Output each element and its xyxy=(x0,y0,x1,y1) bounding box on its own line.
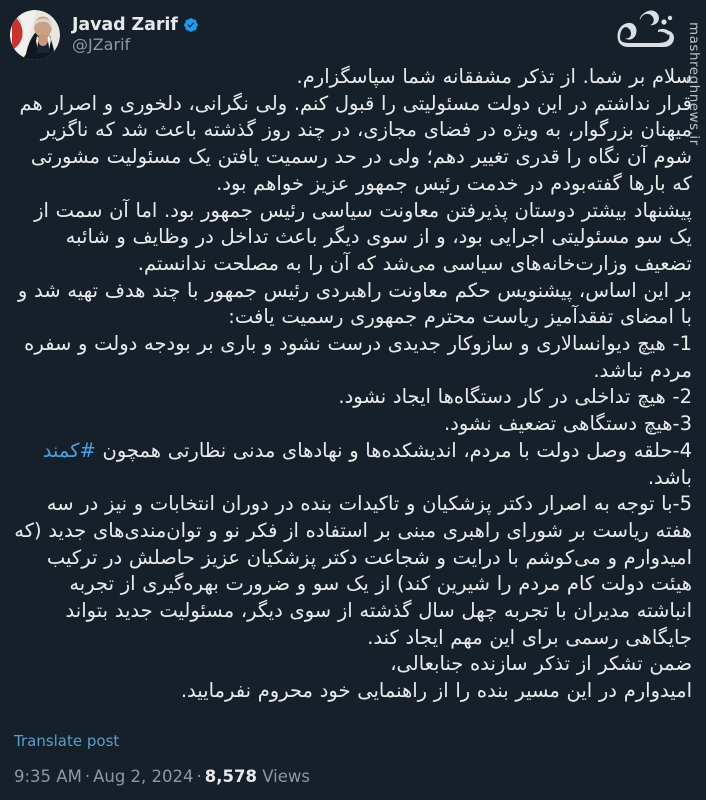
name-block xyxy=(72,15,199,55)
tweet-line: امیدوارم در این مسیر بنده را از راهنمایی خود محروم نفرمایید. xyxy=(180,679,692,703)
tweet-line: 5-با توجه به اصرار دکتر پزشکیان و تاکیدات بنده در دوران انتخابات و نیز در سه هفته ریاست بر شورای راهبری مبنی بر استفاده از فکر نو و توان‌مندی‌های جدید (که امیدوارم و می‌کوشم با درایت و شجاعت دکتر پزشکیان عزیز حاصلش در ترکیب هیئت دولت کام مردم را شیرین کند) از یک سو و ضرورت بهره‌گیری از تجربه انباشته مدیران با تجربه چهل سال گذشته از سوی دیگر، مسئولیت جدید بتواند جایگاهی رسمی برای این مهم ایجاد کند. xyxy=(14,492,692,649)
hashtag-link[interactable]: #کمند xyxy=(42,438,96,462)
avatar[interactable] xyxy=(10,10,60,60)
handle[interactable]: @JZarif xyxy=(72,35,131,55)
tweet-line: قرار نداشتم در این دولت مسئولیتی را قبول کنم. ولی نگرانی، دلخوری و اصرار هم میهنان بزرگوار، به ویژه در فضای مجازی، در چند روز گذشته باعث شد که ناگزیر شوم آن نگاه را قدری تغییر دهم؛ ولی در حد رسمیت یافتن یک مسئولیت مشورتی که بارها گفته‌بودم در خدمت رئیس جمهور عزیز خواهم بود. xyxy=(19,91,692,195)
display-name[interactable]: Javad Zarif xyxy=(72,15,178,36)
tweet-header xyxy=(0,0,706,60)
post-date: Aug 2, 2024 xyxy=(93,767,194,786)
meta-separator: · xyxy=(84,767,91,786)
tweet-footer xyxy=(0,731,706,800)
avatar-image xyxy=(10,10,60,60)
name-row xyxy=(72,15,199,35)
translate-post-link[interactable]: Translate post xyxy=(14,732,120,750)
mashregh-logo-icon xyxy=(614,8,680,58)
tweet-line: 2- هیچ تداخلی در کار دستگاه‌ها ایجاد نشود. xyxy=(338,385,692,409)
tweet-line: سلام بر شما. از تذکر مشفقانه شما سپاسگزارم. xyxy=(296,65,692,88)
tweet-line-hashtag: 4-حلقه وصل دولت با مردم، اندیشکده‌ها و نهادهای مدنی نظارتی همچون #کمند باشد. xyxy=(42,438,692,489)
tweet-line: پیشنهاد بیشتر دوستان پذیرفتن معاونت سیاسی رئیس جمهور بود. اما آن سمت از یک سو مسئولیتی اجرایی بود، و از سوی دیگر باعث تداخل در وظایف و شائبه تضعیف وزارت‌خانه‌های سیاسی می‌شد که آن را به مصلحت ندانستم. xyxy=(34,198,692,275)
tweet-text xyxy=(0,60,706,705)
tweet-line: 3-هیچ دستگاهی تضعیف نشود. xyxy=(443,412,692,436)
mashregh-logo-glyph xyxy=(614,8,680,58)
views-label: Views xyxy=(262,767,310,786)
watermark-site: mashreghnews.ir xyxy=(686,22,702,146)
post-meta xyxy=(14,767,706,786)
tweet-line: 1- هیچ دیوانسالاری و سازوکار جدیدی درست نشود و باری بر بودجه دولت و سفره مردم نباشد. xyxy=(24,332,692,382)
verified-badge-icon xyxy=(183,17,199,33)
views-count: 8,578 xyxy=(204,767,257,786)
post-time: 9:35 AM xyxy=(14,767,82,786)
meta-separator: · xyxy=(196,767,202,786)
tweet-line: ضمن تشکر از تذکر سازنده جنابعالی، xyxy=(390,652,692,676)
tweet-line: بر این اساس، پیشنویس حکم معاونت راهبردی رئیس جمهور با چند هدف تهیه شد و با امضای تفقدآمیز ریاست محترم جمهوری رسمیت یافت: xyxy=(17,278,692,329)
